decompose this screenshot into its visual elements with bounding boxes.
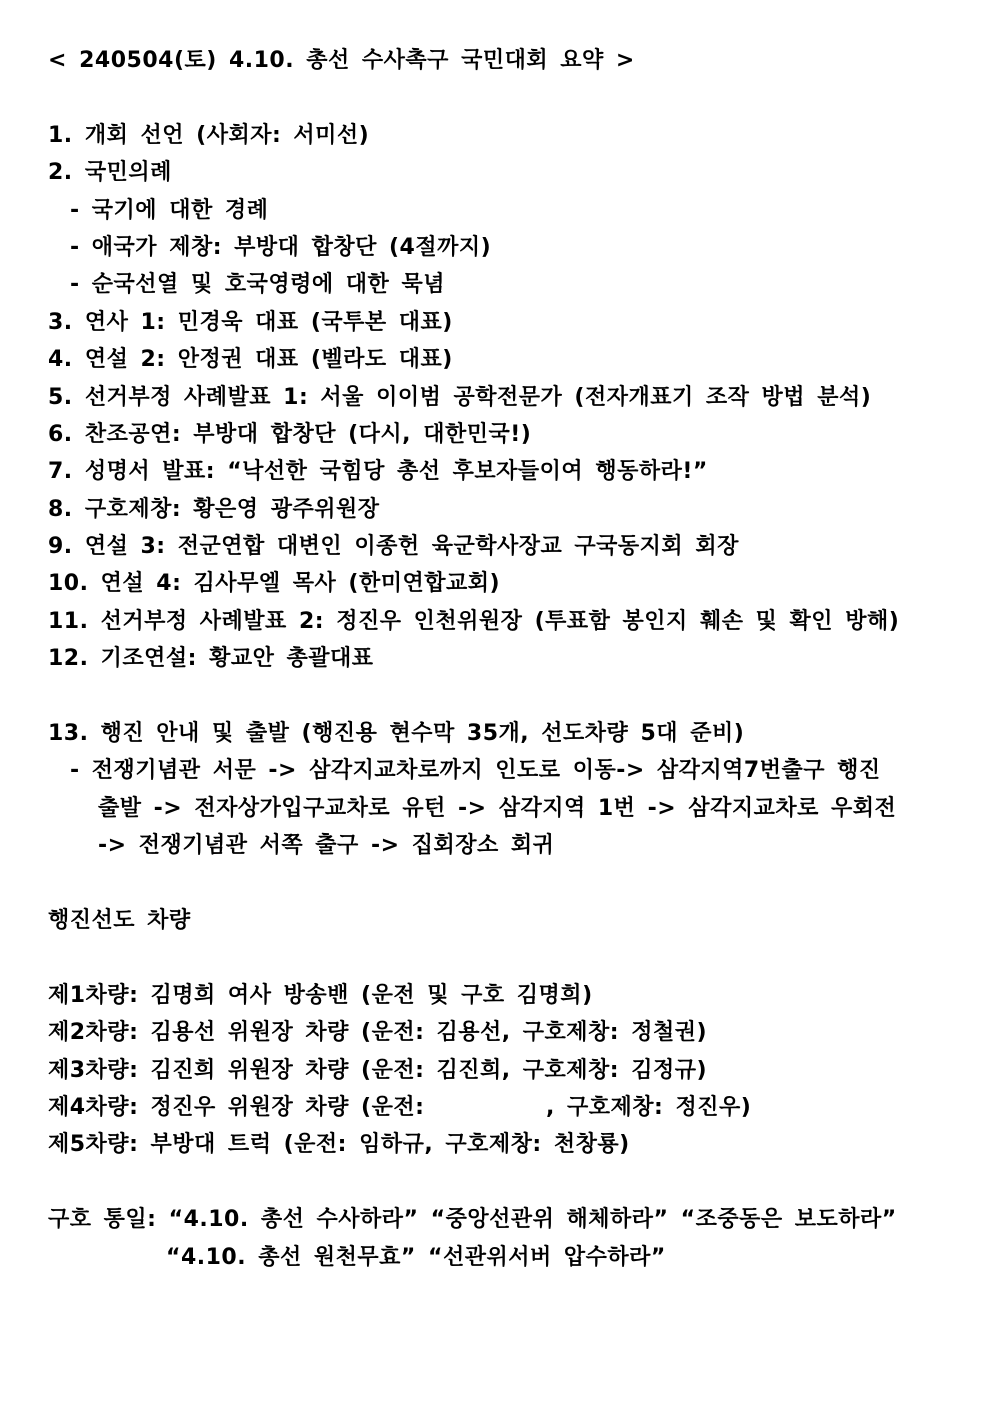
program-item: 7. 성명서 발표: “낙선한 국힘당 총선 후보자들이여 행동하라!” bbox=[48, 459, 708, 485]
march-route-line: -> 전쟁기념관 서쪽 출구 -> 집회장소 회귀 bbox=[98, 833, 555, 859]
summary-document bbox=[48, 42, 948, 1276]
vehicle-item: 제4차량: 정진우 위원장 차량 (운전: , 구호제창: 정진우) bbox=[48, 1094, 752, 1120]
program-item: 2. 국민의례 bbox=[48, 160, 172, 186]
program-item: 5. 선거부정 사례발표 1: 서울 이이범 공학전문가 (전자개표기 조작 방법 분석) bbox=[48, 384, 872, 410]
vehicle-item: 제5차량: 부방대 트럭 (운전: 임하규, 구호제창: 천창룡) bbox=[48, 1132, 630, 1158]
document-title: < 240504(토) 4.10. 총선 수사촉구 국민대회 요약 > bbox=[48, 48, 635, 73]
program-item: 1. 개회 선언 (사회자: 서미선) bbox=[48, 122, 370, 148]
vehicles-heading: 행진선도 차량 bbox=[48, 907, 191, 933]
program-item: 11. 선거부정 사례발표 2: 정진우 인천위원장 (투표함 봉인지 훼손 및 확인 방해) bbox=[48, 608, 900, 634]
slogans-line: “4.10. 총선 원천무효” “선관위서버 압수하라” bbox=[166, 1244, 666, 1270]
vehicle-item: 제1차량: 김명희 여사 방송밴 (운전 및 구호 김명희) bbox=[48, 982, 593, 1008]
march-heading: 13. 행진 안내 및 출발 (행진용 현수막 35개, 선도차량 5대 준비) bbox=[48, 721, 745, 747]
march-route-line: 출발 -> 전자상가입구교차로 유턴 -> 삼각지역 1번 -> 삼각지교차로 우회전 bbox=[98, 795, 897, 821]
program-subitem: - 애국가 제창: 부방대 합창단 (4절까지) bbox=[70, 234, 492, 260]
program-item: 10. 연설 4: 김사무엘 목사 (한미연합교회) bbox=[48, 571, 501, 597]
program-item: 6. 찬조공연: 부방대 합창단 (다시, 대한민국!) bbox=[48, 421, 532, 447]
program-item: 12. 기조연설: 황교안 총괄대표 bbox=[48, 646, 374, 672]
program-item: 8. 구호제창: 황은영 광주위원장 bbox=[48, 496, 380, 522]
program-item: 9. 연설 3: 전군연합 대변인 이종헌 육군학사장교 구국동지회 회장 bbox=[48, 534, 739, 560]
vehicle-item: 제2차량: 김용선 위원장 차량 (운전: 김용선, 구호제창: 정철권) bbox=[48, 1020, 708, 1046]
program-item: 4. 연설 2: 안정권 대표 (벨라도 대표) bbox=[48, 347, 453, 373]
slogans-line: 구호 통일: “4.10. 총선 수사하라” “중앙선관위 해체하라” “조중동은 보도하라” bbox=[48, 1207, 897, 1233]
vehicle-item: 제3차량: 김진희 위원장 차량 (운전: 김진희, 구호제창: 김정규) bbox=[48, 1057, 708, 1083]
march-route-line: - 전쟁기념관 서문 -> 삼각지교차로까지 인도로 이동-> 삼각지역7번출구 행진 bbox=[70, 758, 881, 784]
program-subitem: - 국기에 대한 경례 bbox=[70, 197, 269, 223]
program-item: 3. 연사 1: 민경욱 대표 (국투본 대표) bbox=[48, 309, 453, 335]
program-subitem: - 순국선열 및 호국영령에 대한 묵념 bbox=[70, 272, 445, 298]
